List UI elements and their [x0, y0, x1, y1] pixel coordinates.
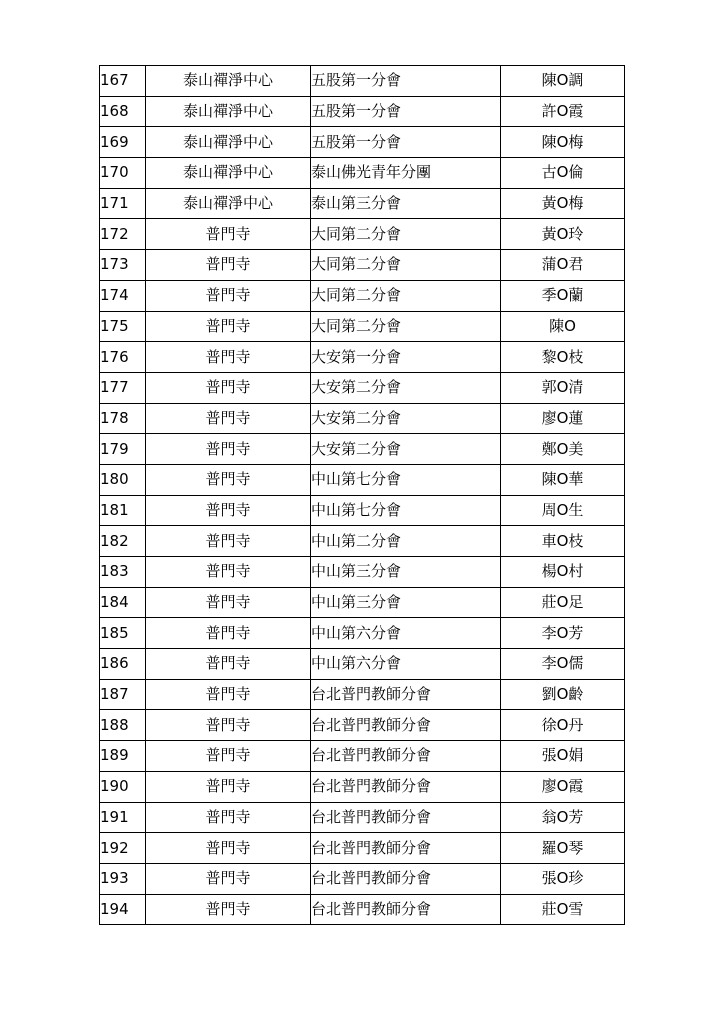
branch-name: 大同第二分會: [311, 280, 501, 311]
temple-name: 泰山禪淨中心: [146, 96, 311, 127]
branch-name: 中山第三分會: [311, 587, 501, 618]
temple-name: 普門寺: [146, 250, 311, 281]
member-name: 陳O調: [501, 66, 625, 97]
row-number: 169: [100, 127, 146, 158]
row-number: 192: [100, 833, 146, 864]
temple-name: 普門寺: [146, 219, 311, 250]
temple-name: 普門寺: [146, 526, 311, 557]
table-row: [100, 557, 625, 588]
member-name: 羅O琴: [501, 833, 625, 864]
table-row: [100, 250, 625, 281]
branch-name: 大同第二分會: [311, 250, 501, 281]
row-number: 190: [100, 771, 146, 802]
temple-name: 普門寺: [146, 618, 311, 649]
temple-name: 普門寺: [146, 464, 311, 495]
roster-body: [100, 66, 625, 925]
row-number: 191: [100, 802, 146, 833]
table-row: [100, 188, 625, 219]
member-name: 張O娟: [501, 741, 625, 772]
member-name: 黎O枝: [501, 342, 625, 373]
member-name: 劉O齡: [501, 679, 625, 710]
temple-name: 普門寺: [146, 372, 311, 403]
member-name: 李O芳: [501, 618, 625, 649]
temple-name: 普門寺: [146, 280, 311, 311]
table-row: [100, 587, 625, 618]
temple-name: 泰山禪淨中心: [146, 188, 311, 219]
branch-name: 泰山佛光青年分團: [311, 158, 501, 189]
table-row: [100, 833, 625, 864]
table-row: [100, 863, 625, 894]
member-name: 鄭O美: [501, 434, 625, 465]
row-number: 171: [100, 188, 146, 219]
row-number: 176: [100, 342, 146, 373]
member-name: 許O霞: [501, 96, 625, 127]
member-name: 陳O: [501, 311, 625, 342]
member-name: 陳O華: [501, 464, 625, 495]
branch-name: 五股第一分會: [311, 66, 501, 97]
table-row: [100, 434, 625, 465]
temple-name: 普門寺: [146, 802, 311, 833]
branch-name: 台北普門教師分會: [311, 741, 501, 772]
member-name: 廖O蓮: [501, 403, 625, 434]
table-row: [100, 96, 625, 127]
row-number: 193: [100, 863, 146, 894]
branch-name: 中山第六分會: [311, 618, 501, 649]
temple-name: 普門寺: [146, 710, 311, 741]
row-number: 186: [100, 649, 146, 680]
row-number: 168: [100, 96, 146, 127]
temple-name: 普門寺: [146, 863, 311, 894]
row-number: 194: [100, 894, 146, 925]
branch-name: 台北普門教師分會: [311, 894, 501, 925]
member-name: 郭O清: [501, 372, 625, 403]
table-row: [100, 280, 625, 311]
table-row: [100, 802, 625, 833]
temple-name: 普門寺: [146, 311, 311, 342]
temple-name: 普門寺: [146, 649, 311, 680]
row-number: 182: [100, 526, 146, 557]
table-row: [100, 495, 625, 526]
member-name: 廖O霞: [501, 771, 625, 802]
row-number: 185: [100, 618, 146, 649]
branch-name: 台北普門教師分會: [311, 710, 501, 741]
branch-name: 台北普門教師分會: [311, 802, 501, 833]
member-name: 周O生: [501, 495, 625, 526]
row-number: 189: [100, 741, 146, 772]
table-row: [100, 771, 625, 802]
table-row: [100, 127, 625, 158]
member-name: 陳O梅: [501, 127, 625, 158]
branch-name: 台北普門教師分會: [311, 679, 501, 710]
branch-name: 大安第二分會: [311, 372, 501, 403]
branch-name: 五股第一分會: [311, 96, 501, 127]
row-number: 173: [100, 250, 146, 281]
temple-name: 普門寺: [146, 434, 311, 465]
table-row: [100, 710, 625, 741]
member-name: 翁O芳: [501, 802, 625, 833]
temple-name: 泰山禪淨中心: [146, 158, 311, 189]
branch-name: 大安第二分會: [311, 403, 501, 434]
temple-name: 普門寺: [146, 342, 311, 373]
temple-name: 泰山禪淨中心: [146, 127, 311, 158]
member-name: 徐O丹: [501, 710, 625, 741]
row-number: 179: [100, 434, 146, 465]
table-row: [100, 311, 625, 342]
branch-name: 泰山第三分會: [311, 188, 501, 219]
temple-name: 普門寺: [146, 495, 311, 526]
row-number: 177: [100, 372, 146, 403]
branch-name: 中山第三分會: [311, 557, 501, 588]
table-row: [100, 403, 625, 434]
roster-table: [99, 65, 625, 925]
table-row: [100, 679, 625, 710]
table-row: [100, 464, 625, 495]
member-name: 張O珍: [501, 863, 625, 894]
member-name: 古O倫: [501, 158, 625, 189]
branch-name: 大同第二分會: [311, 311, 501, 342]
row-number: 180: [100, 464, 146, 495]
temple-name: 普門寺: [146, 833, 311, 864]
branch-name: 中山第七分會: [311, 495, 501, 526]
table-row: [100, 618, 625, 649]
branch-name: 台北普門教師分會: [311, 771, 501, 802]
member-name: 季O蘭: [501, 280, 625, 311]
member-name: 車O枝: [501, 526, 625, 557]
member-name: 莊O足: [501, 587, 625, 618]
row-number: 167: [100, 66, 146, 97]
table-row: [100, 158, 625, 189]
row-number: 174: [100, 280, 146, 311]
table-row: [100, 66, 625, 97]
table-row: [100, 372, 625, 403]
table-row: [100, 342, 625, 373]
row-number: 172: [100, 219, 146, 250]
row-number: 183: [100, 557, 146, 588]
row-number: 170: [100, 158, 146, 189]
branch-name: 台北普門教師分會: [311, 833, 501, 864]
member-name: 黃O玲: [501, 219, 625, 250]
branch-name: 大安第二分會: [311, 434, 501, 465]
table-row: [100, 649, 625, 680]
table-row: [100, 741, 625, 772]
row-number: 175: [100, 311, 146, 342]
temple-name: 普門寺: [146, 403, 311, 434]
member-name: 蒲O君: [501, 250, 625, 281]
temple-name: 普門寺: [146, 679, 311, 710]
temple-name: 普門寺: [146, 587, 311, 618]
row-number: 184: [100, 587, 146, 618]
temple-name: 泰山禪淨中心: [146, 66, 311, 97]
table-row: [100, 894, 625, 925]
temple-name: 普門寺: [146, 771, 311, 802]
member-name: 楊O村: [501, 557, 625, 588]
member-name: 莊O雪: [501, 894, 625, 925]
row-number: 187: [100, 679, 146, 710]
row-number: 188: [100, 710, 146, 741]
temple-name: 普門寺: [146, 557, 311, 588]
branch-name: 大同第二分會: [311, 219, 501, 250]
row-number: 181: [100, 495, 146, 526]
temple-name: 普門寺: [146, 741, 311, 772]
branch-name: 大安第一分會: [311, 342, 501, 373]
table-row: [100, 526, 625, 557]
branch-name: 五股第一分會: [311, 127, 501, 158]
member-name: 黃O梅: [501, 188, 625, 219]
branch-name: 台北普門教師分會: [311, 863, 501, 894]
branch-name: 中山第六分會: [311, 649, 501, 680]
branch-name: 中山第二分會: [311, 526, 501, 557]
branch-name: 中山第七分會: [311, 464, 501, 495]
temple-name: 普門寺: [146, 894, 311, 925]
table-row: [100, 219, 625, 250]
row-number: 178: [100, 403, 146, 434]
member-name: 李O儒: [501, 649, 625, 680]
